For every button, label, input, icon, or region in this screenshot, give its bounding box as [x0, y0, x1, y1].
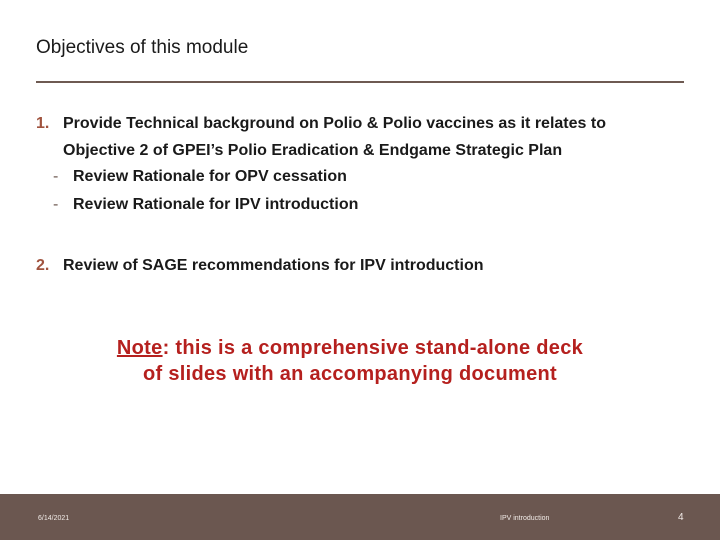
note-line-1 [60, 335, 640, 361]
item-text-line-2: Objective 2 of GPEI’s Polio Eradication & Endgame Strategic Plan [63, 142, 563, 159]
sub-item-ipv [53, 191, 358, 218]
item-text-line-1: Provide Technical background on Polio & Polio vaccines as it relates to [63, 115, 606, 132]
title-divider [36, 81, 684, 83]
dash-bullet: - [53, 168, 59, 185]
footer-bar [0, 494, 720, 540]
footer-title: IPV introduction [500, 515, 550, 522]
item-number: 2. [36, 257, 50, 274]
item-text-line-1: Review of SAGE recommendations for IPV introduction [63, 257, 484, 274]
note-text: : this is a comprehensive stand-alone deck [162, 337, 584, 359]
note-line-2: of slides with an accompanying document [143, 363, 557, 385]
footer-date: 6/14/2021 [38, 515, 70, 522]
objective-item-2 [36, 252, 484, 279]
slide-title: Objectives of this module [36, 37, 249, 58]
item-number: 1. [36, 115, 50, 132]
dash-bullet: - [53, 196, 59, 213]
note-callout [60, 335, 640, 387]
objective-item-1 [36, 110, 606, 164]
note-label: Note [116, 337, 163, 359]
sub-item-opv [53, 163, 347, 190]
page-number: 4 [678, 512, 684, 523]
sub-item-text: Review Rationale for IPV introduction [73, 196, 359, 213]
sub-item-text: Review Rationale for OPV cessation [73, 168, 347, 185]
